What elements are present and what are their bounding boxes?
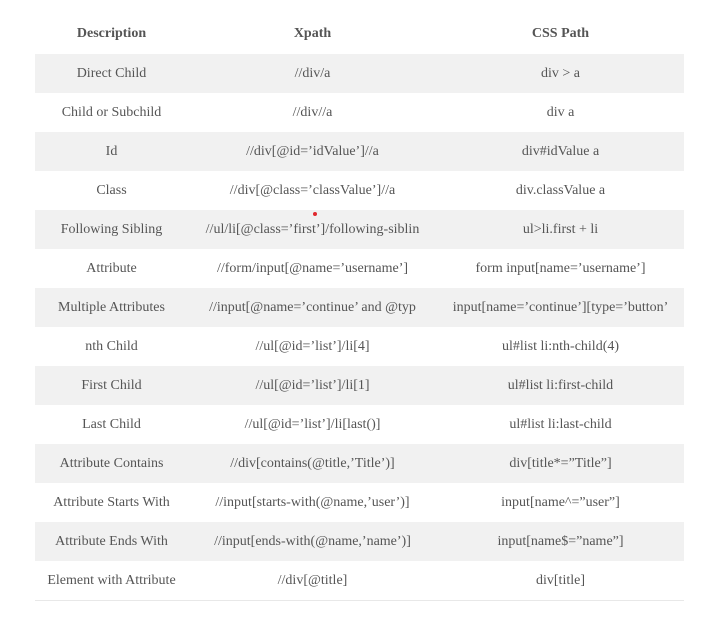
table-row (35, 405, 684, 444)
description-cell: Direct Child (35, 54, 188, 93)
xpath-cell: //div[@id=’idValue’]//a (188, 132, 437, 171)
description-cell: Last Child (35, 405, 188, 444)
css-path-cell: div.classValue a (437, 171, 684, 210)
description-cell: Attribute Starts With (35, 483, 188, 522)
description-cell: Attribute Contains (35, 444, 188, 483)
css-path-cell: ul#list li:last-child (437, 405, 684, 444)
css-path-cell: div a (437, 93, 684, 132)
xpath-cell: //div[@title] (188, 561, 437, 601)
selector-comparison-table (35, 14, 684, 601)
description-cell: Child or Subchild (35, 93, 188, 132)
table-body (35, 54, 684, 601)
css-path-cell: form input[name=’username’] (437, 249, 684, 288)
css-path-cell: ul#list li:first-child (437, 366, 684, 405)
xpath-cell: //ul[@id=’list’]/li[1] (188, 366, 437, 405)
description-cell: Attribute (35, 249, 188, 288)
xpath-cell: //form/input[@name=’username’] (188, 249, 437, 288)
xpath-cell: //div[contains(@title,’Title’)] (188, 444, 437, 483)
css-path-cell: div#idValue a (437, 132, 684, 171)
xpath-cell: //ul/li[@class=’first’]/following-siblin (188, 210, 437, 249)
table-row (35, 210, 684, 249)
css-path-cell: input[name^=”user”] (437, 483, 684, 522)
description-cell: nth Child (35, 327, 188, 366)
table-row (35, 444, 684, 483)
css-path-cell: ul>li.first + li (437, 210, 684, 249)
xpath-cell: //ul[@id=’list’]/li[last()] (188, 405, 437, 444)
description-cell: First Child (35, 366, 188, 405)
css-path-cell: div[title*=”Title”] (437, 444, 684, 483)
table-row (35, 327, 684, 366)
css-path-cell: input[name=’continue’][type=’button’ (437, 288, 684, 327)
table-row (35, 54, 684, 93)
table-row (35, 132, 684, 171)
xpath-cell: //input[starts-with(@name,’user’)] (188, 483, 437, 522)
table-row (35, 366, 684, 405)
css-path-cell: div[title] (437, 561, 684, 601)
table-row (35, 93, 684, 132)
header-row (35, 14, 684, 54)
xpath-cell: //div[@class=’classValue’]//a (188, 171, 437, 210)
table-row (35, 561, 684, 601)
header-css-path: CSS Path (437, 14, 684, 54)
xpath-cell: //div/a (188, 54, 437, 93)
description-cell: Attribute Ends With (35, 522, 188, 561)
selector-comparison-table-container (35, 14, 684, 601)
description-cell: Multiple Attributes (35, 288, 188, 327)
description-cell: Following Sibling (35, 210, 188, 249)
css-path-cell: ul#list li:nth-child(4) (437, 327, 684, 366)
description-cell: Id (35, 132, 188, 171)
table-row (35, 483, 684, 522)
table-row (35, 171, 684, 210)
cursor-dot (313, 212, 317, 216)
header-xpath: Xpath (188, 14, 437, 54)
xpath-cell: //input[@name=’continue’ and @typ (188, 288, 437, 327)
table-row (35, 249, 684, 288)
header-description: Description (35, 14, 188, 54)
xpath-cell: //div//a (188, 93, 437, 132)
description-cell: Element with Attribute (35, 561, 188, 601)
description-cell: Class (35, 171, 188, 210)
css-path-cell: input[name$=”name”] (437, 522, 684, 561)
css-path-cell: div > a (437, 54, 684, 93)
xpath-cell: //input[ends-with(@name,’name’)] (188, 522, 437, 561)
table-row (35, 288, 684, 327)
table-row (35, 522, 684, 561)
table-header (35, 14, 684, 54)
xpath-cell: //ul[@id=’list’]/li[4] (188, 327, 437, 366)
